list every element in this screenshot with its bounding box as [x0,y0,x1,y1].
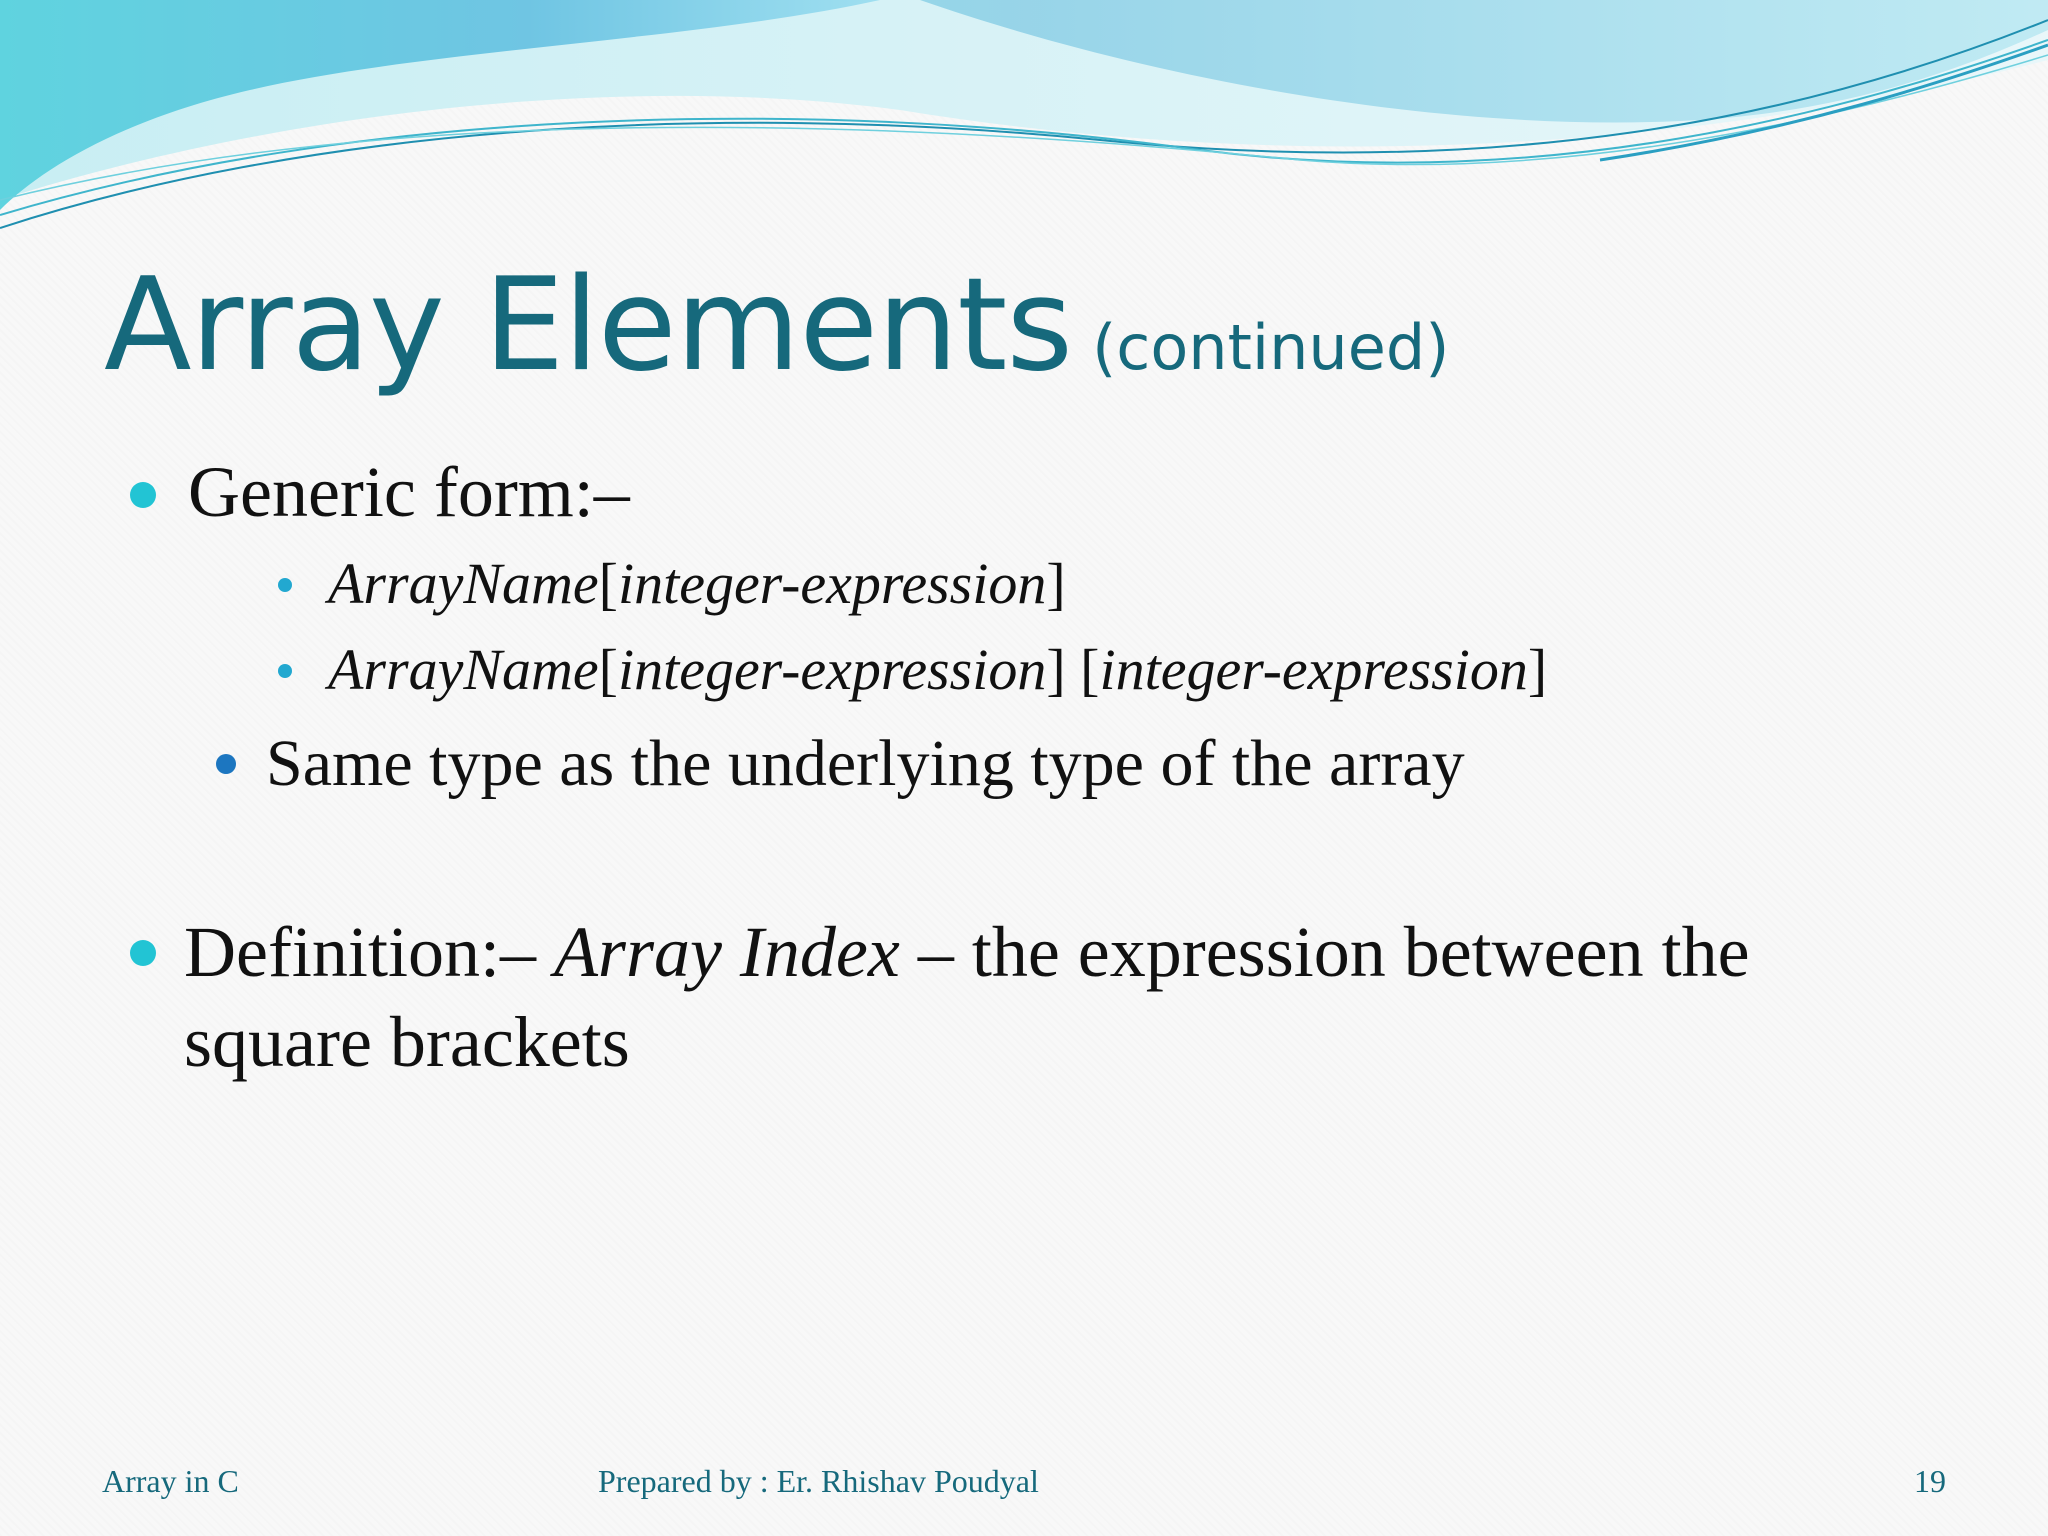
bullet-dot-icon [130,940,156,966]
bullet-same-type [216,722,1465,806]
definition-line-2: square brackets [184,1002,630,1082]
bullet-text [328,548,1066,620]
close-bracket-2: ] [1527,637,1548,702]
bullet-text: Same type as the underlying type of the array [266,727,1465,800]
bullet-form-2d [278,634,1547,706]
bullet-dot-icon [130,482,156,508]
integer-expression-text-2: integer-expression [1099,637,1528,702]
array-name-text: ArrayName [328,551,599,616]
bullet-dot-icon [216,754,236,774]
title-suffix: (continued) [1092,311,1450,384]
close-bracket: ] [1046,637,1066,702]
array-name-text: ArrayName [328,637,599,702]
header-wave-decoration [0,0,2048,240]
page-title [104,251,1450,400]
open-bracket: [ [598,637,618,702]
bullet-dot-icon [278,578,292,592]
open-bracket-2: [ [1065,637,1100,702]
bullet-text: Generic form:– [188,452,630,532]
open-bracket: [ [598,551,618,616]
bullet-dot-icon [278,664,292,678]
integer-expression-text: integer-expression [617,551,1047,616]
bullet-text [328,634,1547,706]
integer-expression-text: integer-expression [617,637,1047,702]
footer-left: Array in C [102,1463,239,1499]
definition-line-1 [184,906,1750,998]
page-number: 19 [1914,1463,1946,1499]
title-main: Array Elements [104,251,1073,400]
close-bracket: ] [1046,551,1066,616]
definition-label: Definition:– [184,912,554,992]
footer-center: Prepared by : Er. Rhishav Poudyal [598,1463,1039,1499]
bullet-generic-form [130,446,630,538]
bullet-form-1d [278,548,1066,620]
definition-rest: – the expression between the [899,912,1750,992]
definition-term: Array Index [553,912,900,992]
